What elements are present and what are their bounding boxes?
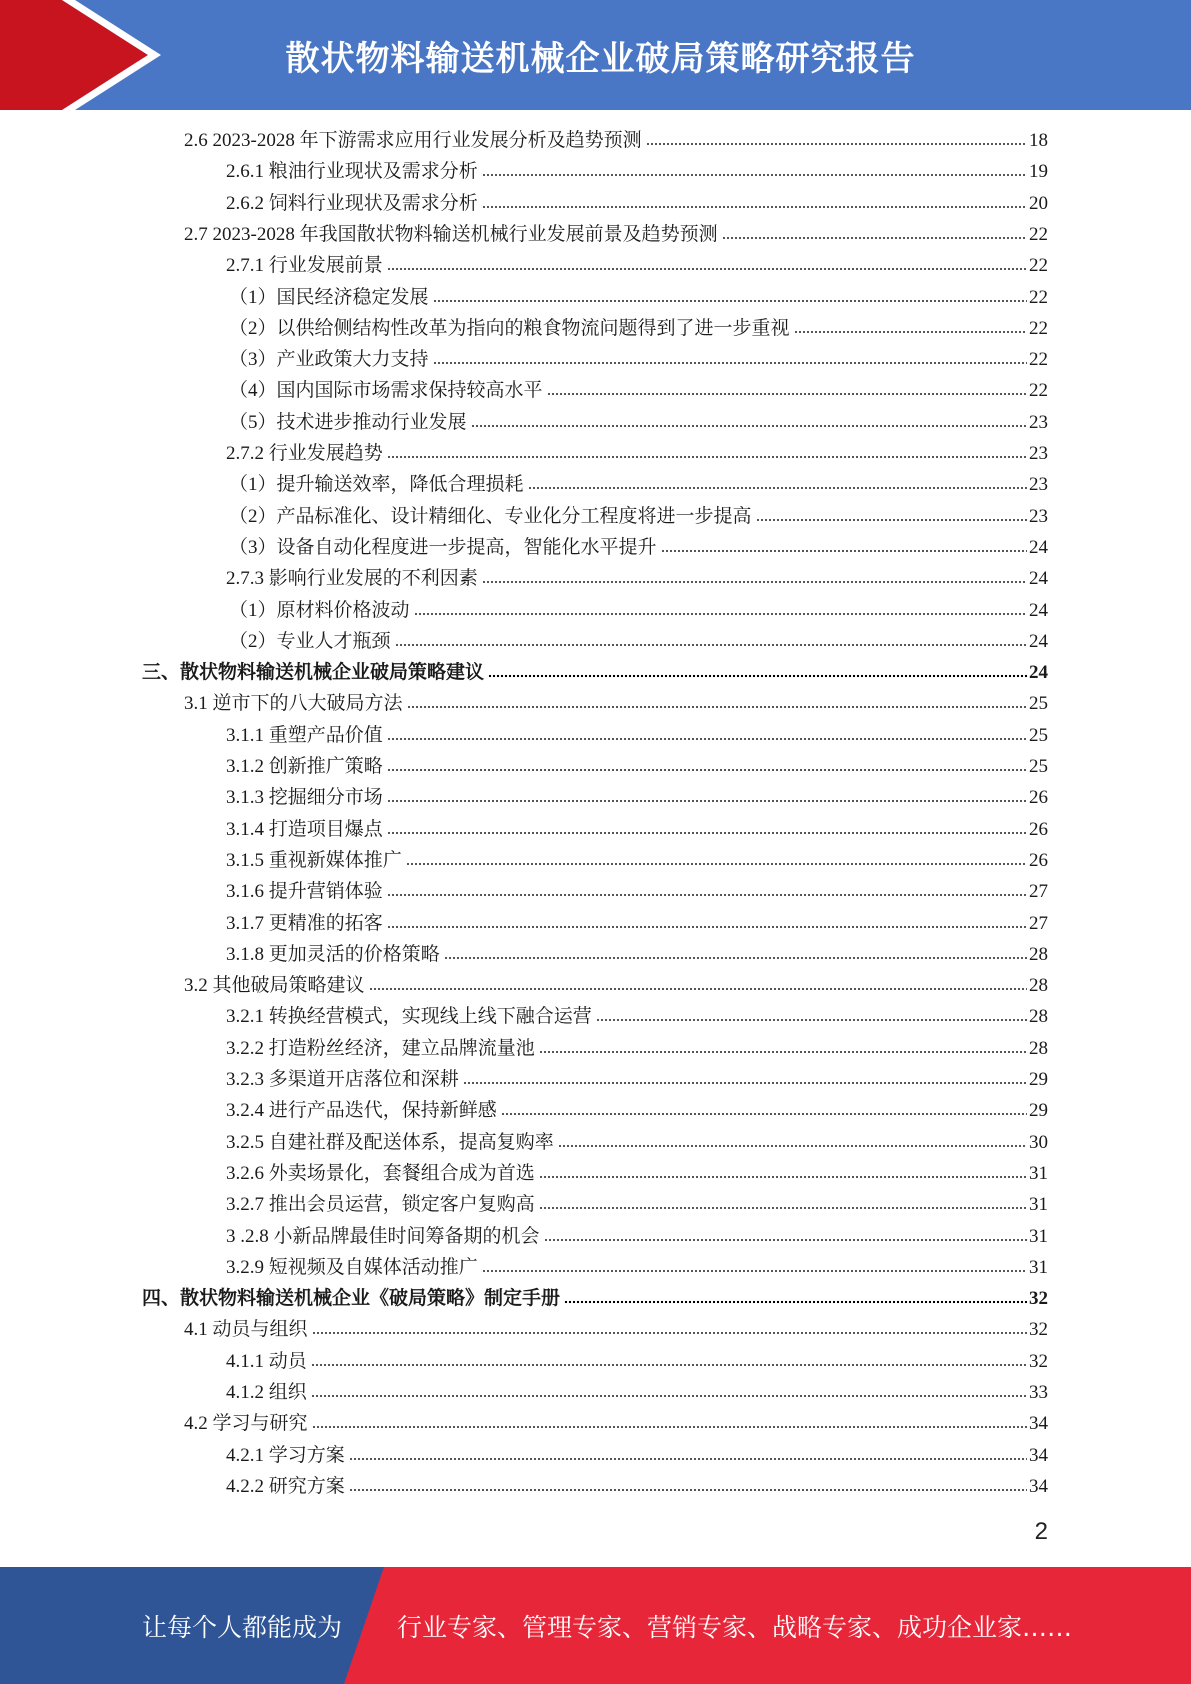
- toc-dot-leader: [387, 924, 1027, 930]
- toc-entry-page: 28: [1029, 1037, 1048, 1059]
- toc-entry-page: 32: [1029, 1288, 1048, 1310]
- toc-entry[interactable]: [229, 628, 1048, 654]
- toc-entry-label: （2）产品标准化、设计精细化、专业化分工程度将进一步提高: [229, 505, 752, 527]
- toc-entry-label: （5）技术进步推动行业发展: [229, 411, 467, 433]
- toc-dot-leader: [558, 1143, 1027, 1149]
- toc-entry-page: 23: [1029, 443, 1048, 464]
- toc-entry-page: 31: [1029, 1225, 1048, 1247]
- toc-dot-leader: [387, 798, 1027, 804]
- toc-dot-leader: [482, 204, 1027, 210]
- toc-entry-label: 4.1.1 动员: [226, 1350, 307, 1372]
- toc-dot-leader: [463, 1080, 1027, 1086]
- toc-entry-label: 3.1.4 打造项目爆点: [226, 818, 383, 840]
- toc-entry[interactable]: [229, 409, 1048, 435]
- toc-entry-label: 4.2.2 研究方案: [226, 1475, 345, 1497]
- footer-slogan-right: 行业专家、管理专家、营销专家、战略专家、成功企业家……: [397, 1612, 1073, 1642]
- toc-entry-label: 3.1.5 重视新媒体推广: [226, 849, 402, 871]
- toc-entry-page: 24: [1029, 662, 1048, 684]
- toc-entry[interactable]: [184, 1316, 1048, 1342]
- toc-entry-page: 25: [1029, 724, 1048, 746]
- toc-dot-leader: [794, 329, 1027, 335]
- page-footer: [0, 1567, 1191, 1684]
- toc-entry-label: （1）原材料价格波动: [229, 599, 410, 621]
- toc-entry-label: 三、散状物料输送机械企业破局策略建议: [142, 662, 485, 684]
- toc-dot-leader: [482, 579, 1027, 585]
- toc-dot-leader: [387, 892, 1027, 898]
- toc-entry-label: 3.2.5 自建社群及配送体系，提高复购率: [226, 1131, 554, 1153]
- toc-dot-leader: [414, 611, 1027, 617]
- toc-entry-label: （2）专业人才瓶颈: [229, 630, 391, 652]
- toc-entry-page: 22: [1029, 255, 1048, 277]
- report-title: 散状物料输送机械企业破局策略研究报告: [285, 38, 916, 79]
- toc-entry-page: 26: [1029, 818, 1048, 840]
- toc-entry-label: 四、散状物料输送机械企业《破局策略》制定手册: [142, 1288, 561, 1310]
- toc-entry-label: 2.6.2 饲料行业现状及需求分析: [226, 192, 478, 214]
- toc-entry[interactable]: [226, 1191, 1048, 1217]
- toc-entry-label: 3.2.4 进行产品迭代，保持新鲜感: [226, 1100, 497, 1122]
- toc-entry[interactable]: [229, 315, 1048, 341]
- toc-entry[interactable]: [226, 440, 1048, 466]
- toc-entry[interactable]: [229, 503, 1048, 529]
- toc-entry[interactable]: [226, 1129, 1048, 1155]
- toc-dot-leader: [544, 1237, 1027, 1243]
- toc-entry[interactable]: [184, 690, 1048, 716]
- toc-dot-leader: [387, 830, 1027, 836]
- toc-entry[interactable]: [226, 1223, 1048, 1249]
- toc-dot-leader: [539, 1205, 1027, 1211]
- toc-dot-leader: [349, 1487, 1027, 1493]
- toc-entry[interactable]: [229, 471, 1048, 497]
- toc-entry[interactable]: [226, 190, 1048, 216]
- toc-entry-page: 18: [1029, 130, 1048, 151]
- toc-dot-leader: [471, 423, 1027, 429]
- toc-entry[interactable]: [226, 1348, 1048, 1374]
- toc-dot-leader: [564, 1299, 1027, 1305]
- toc-dot-leader: [312, 1424, 1027, 1430]
- toc-entry-page: 24: [1029, 630, 1048, 652]
- toc-dot-leader: [646, 141, 1027, 147]
- toc-dot-leader: [501, 1111, 1027, 1117]
- toc-entry[interactable]: [226, 1442, 1048, 1468]
- toc-entry-label: 3.1.2 创新推广策略: [226, 756, 383, 777]
- toc-dot-leader: [395, 642, 1027, 648]
- toc-dot-leader: [547, 391, 1027, 397]
- toc-entry-label: 3.2 其他破局策略建议: [184, 975, 365, 997]
- footer-slogan-left: 让每个人都能成为: [142, 1612, 343, 1642]
- toc-entry-label: 4.2.1 学习方案: [226, 1444, 345, 1466]
- toc-entry-page: 28: [1029, 943, 1048, 965]
- toc-entry[interactable]: [229, 284, 1048, 310]
- toc-entry-label: （4）国内国际市场需求保持较高水平: [229, 380, 543, 402]
- toc-entry-page: 26: [1029, 787, 1048, 809]
- toc-entry-label: （1）国民经济稳定发展: [229, 286, 429, 308]
- toc-entry[interactable]: [229, 346, 1048, 372]
- toc-dot-leader: [387, 266, 1027, 272]
- toc-entry-label: 3.1 逆市下的八大破局方法: [184, 693, 403, 715]
- toc-entry[interactable]: [229, 534, 1048, 560]
- toc-entry-page: 22: [1029, 317, 1048, 339]
- toc-dot-leader: [528, 485, 1027, 491]
- toc-entry-label: （1）提升输送效率，降低合理损耗: [229, 474, 524, 496]
- toc-entry-page: 33: [1029, 1382, 1048, 1403]
- toc-entry[interactable]: [142, 659, 1048, 685]
- toc-entry[interactable]: [226, 252, 1048, 278]
- toc-entry-page: 32: [1029, 1350, 1048, 1372]
- toc-dot-leader: [482, 172, 1027, 178]
- toc-entry[interactable]: [226, 753, 1048, 779]
- toc-entry-page: 24: [1029, 536, 1048, 558]
- toc-dot-leader: [722, 235, 1027, 241]
- toc-entry[interactable]: [226, 1473, 1048, 1499]
- toc-entry-label: 2.7 2023-2028 年我国散状物料输送机械行业发展前景及趋势预测: [184, 223, 718, 245]
- toc-entry[interactable]: [142, 1285, 1048, 1311]
- toc-entry-page: 24: [1029, 568, 1048, 590]
- toc-entry-page: 28: [1029, 975, 1048, 997]
- toc-entry[interactable]: [226, 1254, 1048, 1280]
- toc-entry-page: 32: [1029, 1319, 1048, 1341]
- toc-entry-page: 27: [1029, 912, 1048, 934]
- toc-entry[interactable]: [226, 158, 1048, 184]
- toc-entry-label: （3）产业政策大力支持: [229, 349, 429, 371]
- toc-entry-label: 2.7.2 行业发展趋势: [226, 443, 383, 464]
- toc-dot-leader: [406, 861, 1027, 867]
- toc-entry[interactable]: [184, 221, 1048, 247]
- toc-entry-page: 29: [1029, 1100, 1048, 1122]
- toc-entry-page: 28: [1029, 1006, 1048, 1028]
- toc-entry-page: 31: [1029, 1256, 1048, 1278]
- toc-entry-page: 22: [1029, 380, 1048, 402]
- toc-entry-label: 2.6.1 粮油行业现状及需求分析: [226, 161, 478, 183]
- toc-dot-leader: [661, 548, 1027, 554]
- toc-entry[interactable]: [229, 377, 1048, 403]
- toc-dot-leader: [539, 1049, 1027, 1055]
- toc-entry-label: （3）设备自动化程度进一步提高，智能化水平提升: [229, 536, 657, 558]
- toc-entry-label: 2.7.3 影响行业发展的不利因素: [226, 568, 478, 590]
- toc-dot-leader: [539, 1174, 1027, 1180]
- toc-entry-page: 27: [1029, 881, 1048, 903]
- toc-entry-label: 3 .2.8 小新品牌最佳时间筹备期的机会: [226, 1225, 540, 1247]
- toc-entry-label: 4.1.2 组织: [226, 1382, 307, 1403]
- toc-dot-leader: [444, 955, 1027, 961]
- toc-entry[interactable]: [226, 941, 1048, 967]
- toc-dot-leader: [312, 1330, 1027, 1336]
- toc-entry-label: 3.1.6 提升营销体验: [226, 881, 383, 903]
- toc-entry-label: 3.1.7 更精准的拓客: [226, 912, 383, 934]
- toc-entry-page: 19: [1029, 161, 1048, 183]
- toc-dot-leader: [482, 1268, 1027, 1274]
- toc-dot-leader: [488, 673, 1027, 679]
- toc-entry-label: 2.7.1 行业发展前景: [226, 255, 383, 277]
- toc-entry-page: 22: [1029, 223, 1048, 245]
- toc-entry-page: 30: [1029, 1131, 1048, 1153]
- toc-entry-label: 3.2.9 短视频及自媒体活动推广: [226, 1256, 478, 1278]
- toc-entry-label: 3.1.3 挖掘细分市场: [226, 787, 383, 809]
- toc-entry[interactable]: [226, 722, 1048, 748]
- toc-entry[interactable]: [226, 1003, 1048, 1029]
- toc-entry[interactable]: [226, 910, 1048, 936]
- toc-dot-leader: [433, 298, 1027, 304]
- toc-dot-leader: [387, 736, 1027, 742]
- toc-entry-page: 22: [1029, 286, 1048, 308]
- toc-dot-leader: [311, 1393, 1027, 1399]
- toc-dot-leader: [369, 986, 1027, 992]
- toc-entry-page: 31: [1029, 1162, 1048, 1184]
- toc-entry-page: 23: [1029, 474, 1048, 496]
- toc-entry[interactable]: [226, 816, 1048, 842]
- toc-dot-leader: [407, 704, 1027, 710]
- toc-entry[interactable]: [226, 1097, 1048, 1123]
- toc-entry-label: 4.1 动员与组织: [184, 1319, 308, 1341]
- toc-entry[interactable]: [226, 784, 1048, 810]
- page-number: 2: [1034, 1518, 1048, 1545]
- toc-entry-label: 3.2.6 外卖场景化，套餐组合成为首选: [226, 1162, 535, 1184]
- toc-entry-page: 26: [1029, 849, 1048, 871]
- toc-entry-label: 3.2.2 打造粉丝经济，建立品牌流量池: [226, 1037, 535, 1059]
- toc-entry-page: 23: [1029, 411, 1048, 433]
- toc-entry[interactable]: [226, 1066, 1048, 1092]
- toc-entry-page: 25: [1029, 693, 1048, 715]
- toc-entry-page: 31: [1029, 1194, 1048, 1216]
- toc-entry-label: 2.6 2023-2028 年下游需求应用行业发展分析及趋势预测: [184, 130, 642, 151]
- toc-entry-page: 23: [1029, 505, 1048, 527]
- toc-entry-page: 24: [1029, 599, 1048, 621]
- toc-entry[interactable]: [184, 1410, 1048, 1436]
- toc-entry-label: 3.2.3 多渠道开店落位和深耕: [226, 1069, 459, 1090]
- toc-entry-label: 4.2 学习与研究: [184, 1413, 308, 1435]
- toc-entry-label: （2）以供给侧结构性改革为指向的粮食物流问题得到了进一步重视: [229, 317, 790, 339]
- toc-entry-page: 25: [1029, 756, 1048, 777]
- toc-entry-page: 29: [1029, 1069, 1048, 1090]
- toc-entry[interactable]: [226, 878, 1048, 904]
- toc-dot-leader: [349, 1456, 1027, 1462]
- toc-entry[interactable]: [184, 127, 1048, 153]
- toc-dot-leader: [387, 454, 1027, 460]
- toc-entry[interactable]: [226, 1379, 1048, 1405]
- toc-entry[interactable]: [226, 565, 1048, 591]
- toc-dot-leader: [387, 767, 1027, 773]
- toc-dot-leader: [433, 360, 1027, 366]
- toc-entry[interactable]: [226, 1035, 1048, 1061]
- toc-entry[interactable]: [184, 972, 1048, 998]
- toc-entry-page: 34: [1029, 1475, 1048, 1497]
- toc-dot-leader: [311, 1362, 1027, 1368]
- toc-entry[interactable]: [226, 1160, 1048, 1186]
- toc-entry-label: 3.2.1 转换经营模式，实现线上线下融合运营: [226, 1006, 592, 1028]
- toc-dot-leader: [596, 1017, 1027, 1023]
- toc-entry[interactable]: [229, 597, 1048, 623]
- toc-entry-label: 3.1.1 重塑产品价值: [226, 724, 383, 746]
- toc-entry-page: 34: [1029, 1444, 1048, 1466]
- toc-entry-label: 3.1.8 更加灵活的价格策略: [226, 943, 440, 965]
- toc-entry-page: 22: [1029, 349, 1048, 371]
- page-header: [0, 0, 1191, 110]
- toc-entry-label: 3.2.7 推出会员运营，锁定客户复购高: [226, 1194, 535, 1216]
- toc-dot-leader: [756, 517, 1027, 523]
- toc-entry[interactable]: [226, 847, 1048, 873]
- toc-entry-page: 20: [1029, 192, 1048, 214]
- toc-entry-page: 34: [1029, 1413, 1048, 1435]
